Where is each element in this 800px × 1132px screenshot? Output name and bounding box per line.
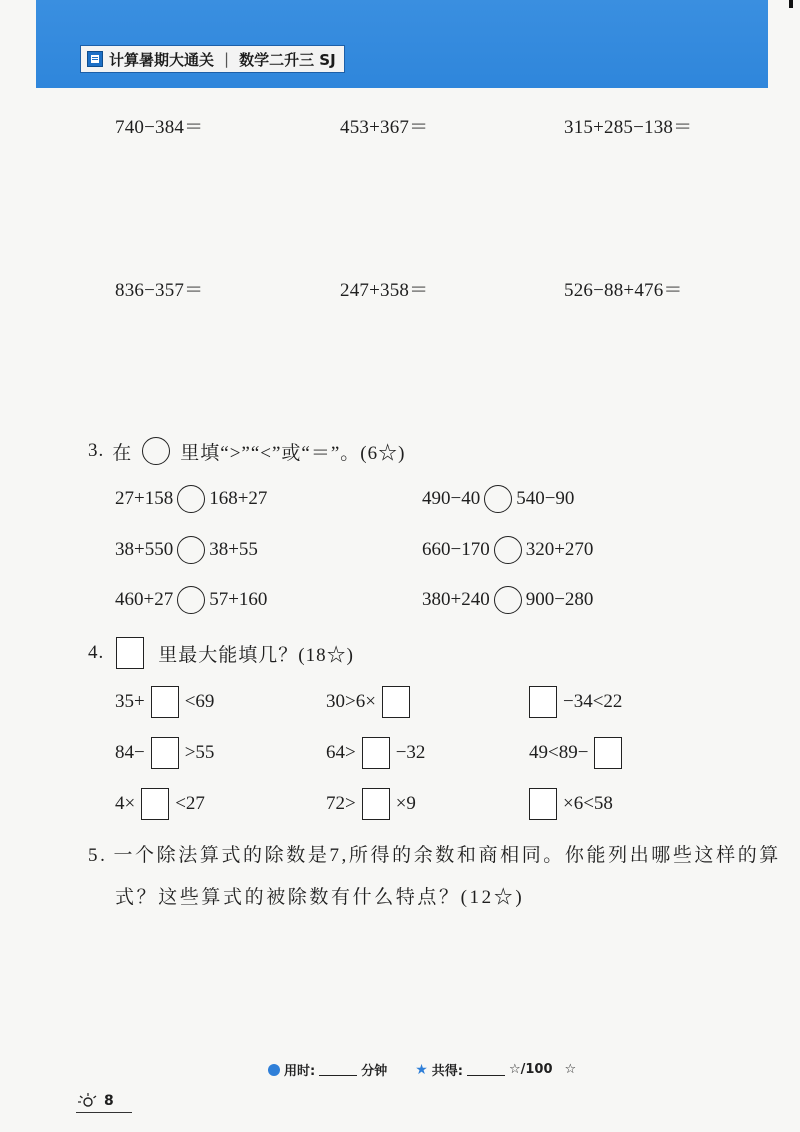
compare-item [115,536,258,564]
fill-before: 4× [115,793,136,814]
fill-after: −34<22 [563,691,623,712]
header-band [36,0,768,88]
compare-left: 660−170 [422,539,490,560]
compare-right: 540−90 [516,488,575,509]
question-5-line-1 [88,840,781,867]
compare-circle[interactable] [494,586,522,614]
answer-box-sample [116,637,144,669]
fill-box[interactable] [382,686,410,718]
compare-right: 320+270 [525,539,594,560]
fill-item [115,788,205,820]
fill-after: −32 [395,742,426,763]
header-subtitle: 数学二升三 SJ [239,50,336,69]
fill-box[interactable] [529,686,557,718]
calc-expression: 836−357＝ [115,280,204,301]
footer-score [268,1060,576,1079]
fill-item [326,737,425,769]
fill-after: <27 [175,793,205,814]
fill-after: <69 [184,691,215,712]
fill-box[interactable] [151,737,179,769]
fill-box[interactable] [529,788,557,820]
fill-item [115,737,214,769]
compare-circle[interactable] [494,536,522,564]
fill-box[interactable] [151,686,179,718]
fill-box[interactable] [362,788,390,820]
fill-item [529,788,613,820]
question-5-line-2: 式？这些算式的被除数有什么特点？(12☆) [115,887,525,908]
score-label: 共得: [431,1064,463,1079]
question-5-text-1: 一个除法算式的除数是7,所得的余数和商相同。你能列出哪些这样的算 [113,845,781,866]
score-suffix: ☆/100 [508,1062,553,1077]
compare-right: 900−280 [525,589,594,610]
header-separator: | [224,50,230,68]
calc-expression: 453+367＝ [340,117,429,138]
fill-after: ×6<58 [563,793,613,814]
calc-expression: 315+285−138＝ [564,117,693,138]
compare-left: 380+240 [422,589,490,610]
compare-circle[interactable] [177,586,205,614]
book-icon [87,51,103,67]
compare-left: 490−40 [422,488,481,509]
compare-circle[interactable] [177,485,205,513]
time-label: 用时: [284,1064,316,1079]
compare-item [115,586,267,614]
time-blank[interactable] [319,1063,357,1076]
score-star: ☆ [564,1062,577,1077]
calc-expression: 740−384＝ [115,117,204,138]
fill-item [326,686,410,718]
question-4-title [88,637,354,669]
compare-right: 38+55 [209,539,258,560]
header-title-tag [80,45,345,73]
fill-after: >55 [184,742,215,763]
fill-item [529,686,622,718]
question-number: 4. [88,642,105,663]
page-number: 8 [104,1093,114,1109]
compare-circle[interactable] [177,536,205,564]
question-number: 5. [88,845,108,866]
star-icon: ★ [415,1061,428,1078]
question-3-title [88,437,405,465]
calc-expression: 526−88+476＝ [564,280,683,301]
fill-before: 72> [326,793,356,814]
header-title: 计算暑期大通关 [109,50,215,69]
fill-item [529,737,622,769]
compare-right: 57+160 [209,589,268,610]
compare-right: 168+27 [209,488,268,509]
page-number-underline [76,1112,132,1113]
compare-item [422,536,593,564]
question-3-prefix: 在 [112,442,133,464]
question-4-instruction: 里最大能填几？(18☆) [158,644,354,666]
time-unit: 分钟 [361,1064,388,1079]
compare-left: 460+27 [115,589,174,610]
fill-before: 64> [326,742,356,763]
calc-expression: 247+358＝ [340,280,429,301]
fill-box[interactable] [594,737,622,769]
sun-icon [76,1092,98,1110]
fill-item [115,686,214,718]
compare-item [422,586,593,614]
clock-icon [268,1064,280,1076]
score-blank[interactable] [467,1063,505,1076]
fill-before: 84− [115,742,145,763]
compare-left: 38+550 [115,539,174,560]
compare-circle[interactable] [484,485,512,513]
answer-circle-sample [142,437,170,465]
fill-box[interactable] [362,737,390,769]
fill-before: 49<89− [529,742,589,763]
compare-left: 27+158 [115,488,174,509]
question-number: 3. [88,440,105,461]
fill-after: ×9 [395,793,416,814]
compare-item [422,485,574,513]
fill-box[interactable] [141,788,169,820]
compare-item [115,485,267,513]
page-number-block [76,1092,114,1110]
fill-before: 30>6× [326,691,376,712]
fill-item [326,788,416,820]
fill-before: 35+ [115,691,145,712]
question-3-instruction: 里填“>”“<”或“＝”。(6☆) [180,442,406,464]
edge-mark [789,0,793,8]
